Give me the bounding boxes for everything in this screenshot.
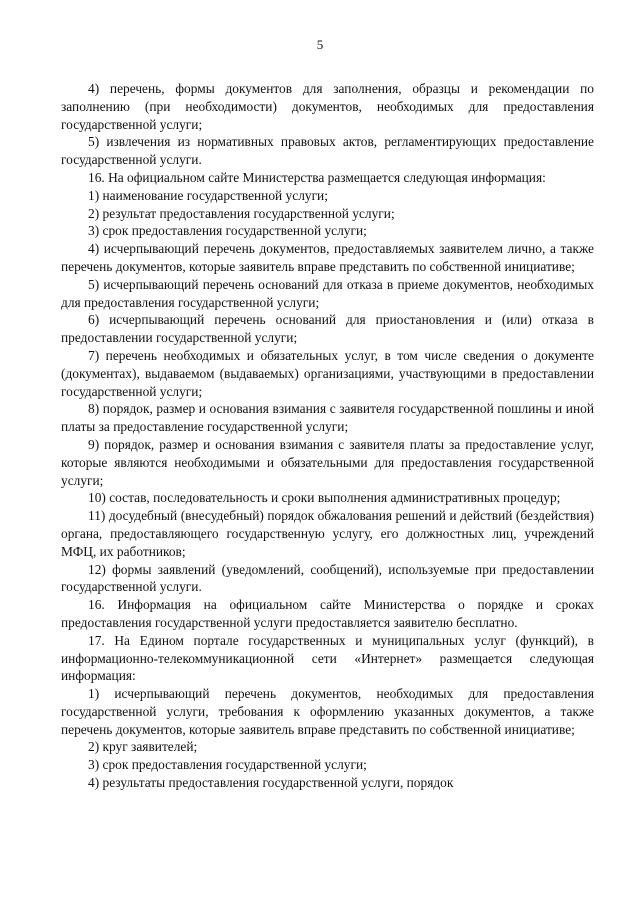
paragraph: 11) досудебный (внесудебный) порядок обжалования решений и действий (бездействия) органа, предоставляющего государственную услугу, его должностных лиц, учреждений МФЦ, их работников; [61,508,594,559]
paragraph: 4) перечень, формы документов для заполнения, образцы и рекомендации по заполнению (при необходимости) документов, необходимых для предоставления государственной услуги; [61,81,594,132]
document-body [61,80,594,792]
paragraph: 17. На Едином портале государственных и муниципальных услуг (функций), в информационно-телекоммуникационной сети «Интернет» размещается следующая информация: [61,632,594,684]
paragraph: 9) порядок, размер и основания взимания с заявителя платы за предоставление услуг, которые являются необходимыми и обязательными для предоставления государственной услуги; [61,436,594,488]
paragraph: 6) исчерпывающий перечень оснований для приостановления и (или) отказа в предоставлении государственной услуги; [61,312,594,346]
paragraph: 4) результаты предоставления государственной услуги, порядок [88,775,454,791]
paragraph: 3) срок предоставления государственной услуги; [88,757,367,773]
paragraph: 7) перечень необходимых и обязательных услуг, в том числе сведения о документе (документах), выдаваемом (выдаваемых) организациями, участвующими в предоставлении государственной услуги; [61,347,594,399]
paragraph: 1) исчерпывающий перечень документов, необходимых для предоставления государственной услуги, требования к оформлению указанных документов, а также перечень документов, которые заявитель вправе представить по собственной инициативе; [61,686,594,737]
paragraph: 1) наименование государственной услуги; [88,187,328,203]
paragraph: 16. Информация на официальном сайте Министерства о порядке и сроках предоставления государственной услуги предоставляется заявителю бесплатно. [61,597,594,630]
paragraph: 12) формы заявлений (уведомлений, сообщений), используемые при предоставлении государственной услуги. [61,561,594,595]
paragraph: 5) извлечения из нормативных правовых актов, регламентирующих предоставление государственной услуги. [61,134,594,168]
paragraph: 3) срок предоставления государственной услуги; [88,223,367,239]
page-number: 5 [316,37,324,52]
paragraph: 2) круг заявителей; [88,739,198,755]
paragraph: 4) исчерпывающий перечень документов, предоставляемых заявителем лично, а также перечень документов, которые заявитель вправе представить по собственной инициативе; [61,241,594,274]
paragraph: 16. На официальном сайте Министерства размещается следующая информация: [88,169,546,185]
paragraph: 10) состав, последовательность и сроки выполнения административных процедур; [88,490,561,506]
paragraph: 2) результат предоставления государственной услуги; [88,205,395,221]
paragraph: 8) порядок, размер и основания взимания с заявителя государственной пошлины и иной платы за предоставление государственной услуги; [61,401,594,435]
paragraph: 5) исчерпывающий перечень оснований для отказа в приеме документов, необходимых для предоставления государственной услуги; [61,276,594,310]
